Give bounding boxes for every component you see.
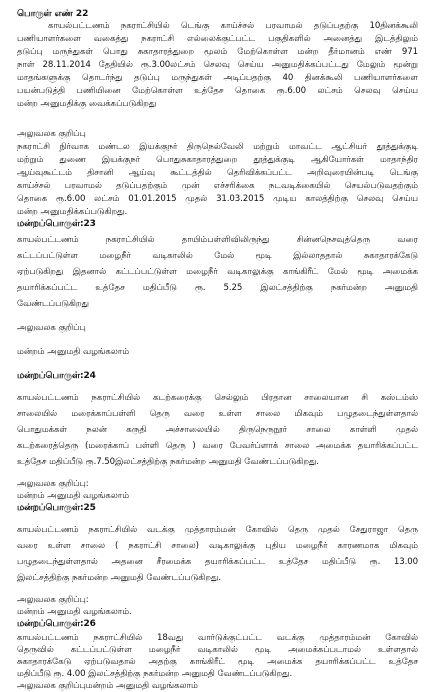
item-22-line: நாள் 28.11.2014 தேதியில் ரூ.3.00லட்சம் செலவு செய்ய அனுமதிக்கப்பட்டது மேலும் மூன்று (17, 60, 418, 70)
item-25-heading: மன்றப்பொருள்:25 (17, 503, 96, 513)
item-26-note-text: அலுவலக குறிப்புமன்றம் அனுமதி வழங்கலாம் (17, 681, 198, 691)
item-25-line: பழுதடைந்துள்ளதால் அதனை சீரமைக்க தயாரிக்கப்பட்ட உத்தேச மதிப்பீடு ரூ. 13.00 (17, 557, 418, 567)
item-23-heading: மன்றப்பொருள்:23 (17, 219, 96, 229)
item-25-line: இலட்சத்திற்கு நகர்மன்ற அனுமதி வேண்டப்படுகிறது. (17, 573, 221, 583)
item-26-line: காயல்பட்டணம் நகராட்சியில் 18வது வார்டுக்குட்பட்ட வடக்கு முத்தாரம்மன் கோவில் (17, 633, 418, 643)
item-22-heading: பொருள் எண் 22 (17, 9, 89, 19)
item-26-heading: மன்றப்பொருள்:26 (17, 619, 96, 629)
item-22-line: காயல்பட்டணம் நகராட்சியில் டெங்கு காய்ச்சல் பரவாமல் தடுப்பதற்கு 10தினக்கூலி (48, 21, 418, 31)
item-24-line: காயல்பட்டணம் நகராட்சியில் கடற்கரைக்கு செல்லும் பிரதான சாலையான சி கஸ்டம்ஸ் (17, 393, 418, 403)
item-26-line: சுகாதாரக்கேடு ஏற்படுவதால் அதற்கு காங்கிரீட் மூடி அமைக்க தயாரிக்கப்பட்ட உத்தேச (17, 657, 418, 667)
item-25-note-text: மன்றம் அனுமதி வழங்கலாம். (17, 607, 132, 617)
item-22-note-label: அலுவலக குறிப்பு (17, 129, 86, 139)
item-25-note-label: அலுவலக குறிப்பு: (17, 595, 89, 605)
item-22-line: மன்ற அனுமதிக்கு வைக்கப்படுகிறது (17, 99, 157, 109)
item-26-line: தெருவில் கட்டப்பட்டுள்ள மழைநீர் வடிகாலில் மூடி அமைக்கப்படாமல் உள்ளதால் (17, 645, 418, 655)
item-25-line: வரை உள்ள சாலை ( நகராட்சி சாலை) வடிகாலுக்கு புதிய மழைநீர் காரணமாக மிகவும் (17, 541, 418, 551)
item-26-line: மதிப்பீடு ரூ. 4.00 இலட்சத்திற்கு நகர்மன்ற அனுமதி வேண்டப்படுகிறது. (17, 669, 293, 679)
item-24-line: உத்தேச மதிப்பீடு ரூ.7.50இலட்சத்திற்கு நகர்மன்ற அனுமதி வேண்டப்படுகிறது. (17, 457, 319, 467)
item-25-line: காயல்பட்டணம் நகராட்சியில் வடக்கு முத்தாரம்மன் கோவில் தெரு முதல் சேதுராஜா தெரு (17, 525, 418, 535)
item-24-line: சாலையில் மரைக்காப்பள்ளி தெரு வரை உள்ள சாலை மிகவும் பழுதடைந்துள்ளதால் (17, 409, 418, 419)
item-22-note-line: மற்றும் துணை இயக்குநர் பொதுசுகாதாரத்துறை தூத்துக்குடி ஆகியோர்கள் மாதாந்திர (17, 155, 418, 165)
item-22-note-line: காய்ச்சல் பரவாமல் தடுப்பதற்கும் முன் எச்சரிக்கை நடவடிக்கையில் செயல்படுவதற்கும் (17, 181, 418, 191)
item-23-line: கட்டப்பட்டுள்ள மழைநீர் வடிகாலில் மேல் மூடி இல்லாததால் சுகாதாரக்கேடு (17, 251, 418, 261)
item-22-note-line: ஆய்வுகூட்டம் திசானி ஆய்வு கூட்டத்தில் தெரிவிக்கப்பட்ட அறிவுரையின்படி டெங்கு (17, 168, 418, 178)
item-24-line: கடற்கரைத்தெரு (மரைக்காப் பள்ளி தெரு ) வரை பேவர்ப்ளாக் சாலை அமைக்க தயாரிக்கப்பட்ட (17, 441, 418, 451)
item-24-heading: மன்றப்பொருள்:24 (17, 371, 96, 381)
item-24-note-text: மன்றம் அனுமதி வழங்கலாம் (17, 491, 130, 501)
item-22-line: பணியாளர்களை வகைத்து நகராட்சி எல்லைக்குட்பட்ட பகுதிகளில் அனைத்து இடத்திலும் (17, 34, 418, 44)
item-22-note-line: தொகை ரூ.6.00 லட்சம் 01.01.2015 முதல் 31.03.2015 முடிய காலத்திற்கு செலவு செய்ய (17, 194, 418, 204)
item-22-line: தடுப்பு மருந்துகள் பொது சுகாதாரத்துறை மூலம் மேற்கொள்ள மன்ற தீர்மானம் எண் 971 (17, 47, 418, 57)
item-23-line: காயல்பட்டணம் நகராட்சியில் தாயிம்பள்ளிவிலிருந்து சின்னநெசவுத்தெரு வரை (17, 235, 418, 245)
item-22-note-line: நகராட்சி நிர்வாக மண்டல இயக்குநர் திருநெல்வேலி மற்றும் மாவட்ட ஆட்சியர் தூத்துக்குடி (17, 142, 418, 152)
item-22-line: மாதங்களுக்கு தொடர்ந்து தடுப்பு மருந்துகள் அடிப்பதற்கு 40 தினக்கூலி பணியாளர்களை (17, 73, 418, 83)
item-23-line: தயாரிக்கப்பட்ட உத்தேச மதிப்பீடு ரூ. 5.25 இலட்சத்திற்கு நகர்மன்ற அனுமதி (17, 283, 418, 293)
item-23-line: வேண்டப்படுகிறது (17, 299, 90, 309)
item-22-note-line: மன்ற அனுமதிக்கப்படுகிறது. (17, 207, 128, 217)
item-23-note-label: அலுவலக குறிப்பு (17, 323, 86, 333)
item-22-line: பயன்படுத்தி பணியினை மேற்கொள்ள உத்தேச தொகை ரூ.6.00 லட்சம் செலவு செய்ய (17, 86, 418, 96)
item-23-note-text: மன்றம் அனுமதி வழங்கலாம் (17, 347, 130, 357)
item-24-note-label: அலுவலக குறிப்பு: (17, 479, 89, 489)
item-24-line: பொதுமக்கள் நலன் கருதி அச்சாலையில் திருநெருநூர் சாலை காள்ளி முதல் (17, 425, 418, 435)
item-23-line: ஏற்படுகிறது இதனால் கட்டப்பட்டுள்ள மழைநீர் வடிகாலுக்கு காங்கிரீட் மேல் மூடி அமைக்க (17, 267, 418, 277)
